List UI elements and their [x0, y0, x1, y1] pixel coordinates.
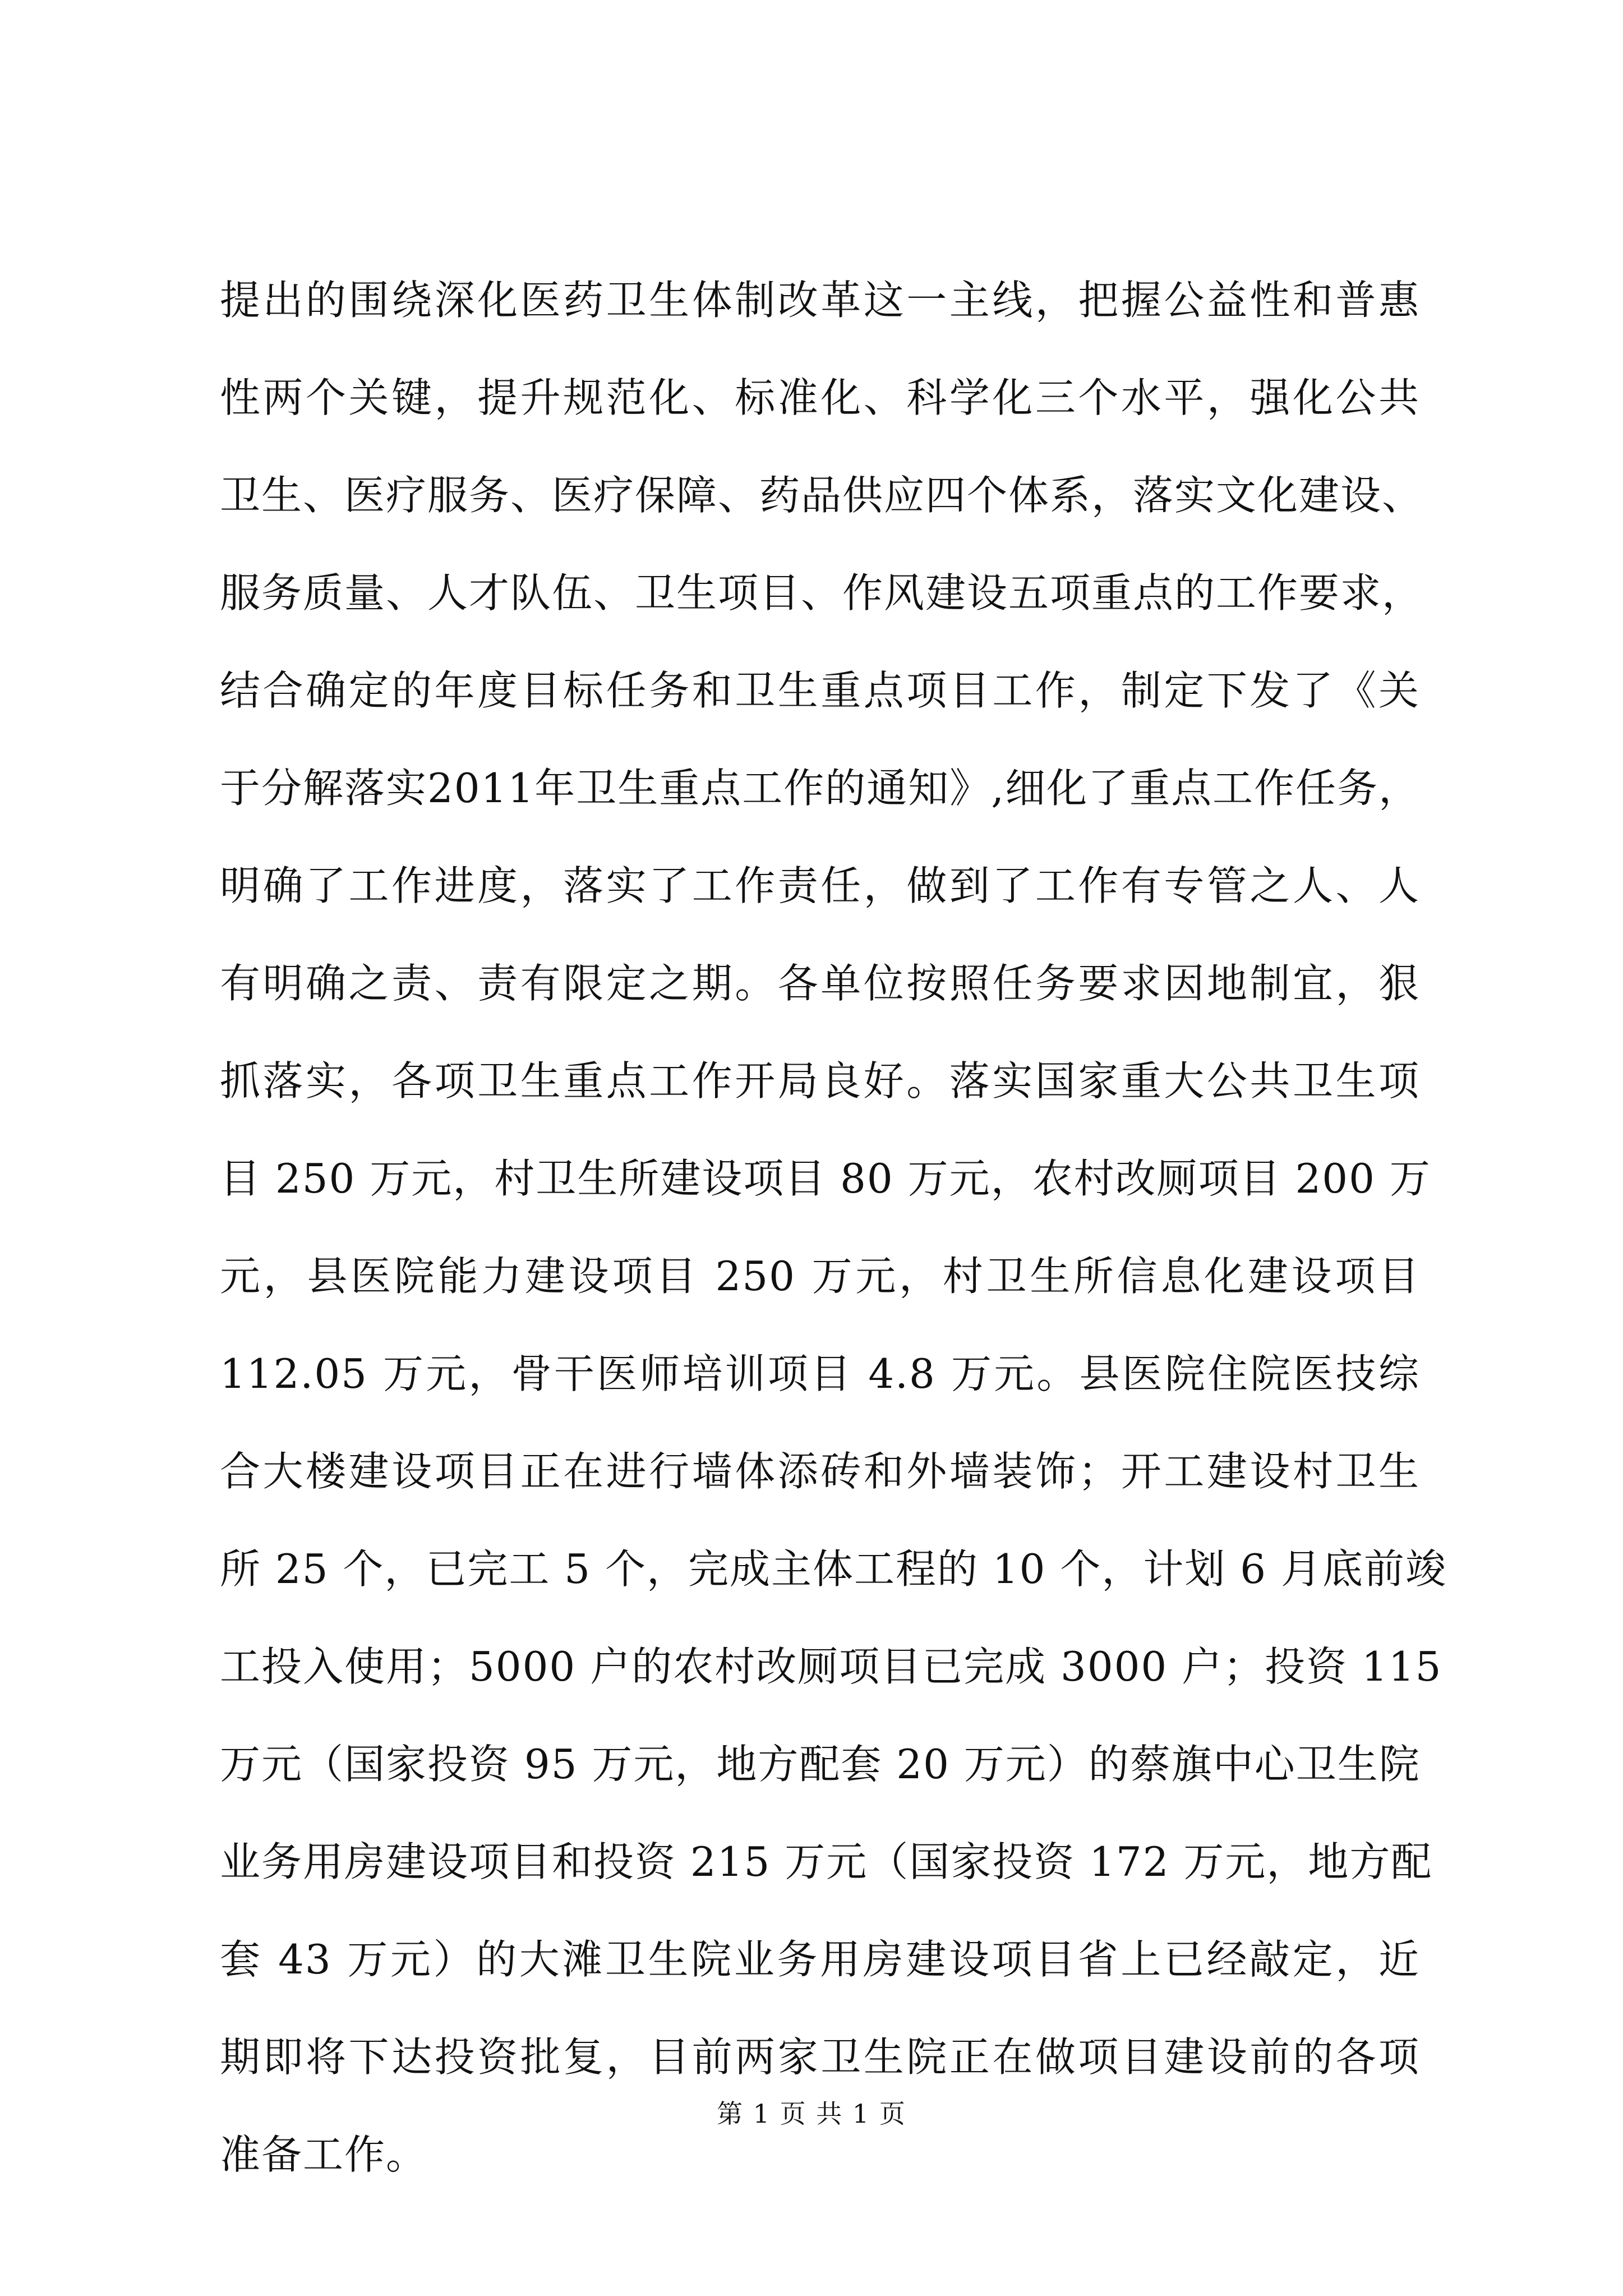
- text-line: 服务质量、人才队伍、卫生项目、作风建设五项重点的工作要求，: [220, 569, 1424, 616]
- text-line: 所 25 个，已完工 5 个，完成主体工程的 10 个，计划 6 月底前竣: [220, 1545, 1447, 1593]
- page-number-label: 第 1 页 共 1 页: [717, 2099, 906, 2129]
- text-line: 目 250 万元，村卫生所建设项目 80 万元，农村改厕项目 200 万: [220, 1155, 1431, 1202]
- text-line: 业务用房建设项目和投资 215 万元（国家投资 172 万元，地方配: [220, 1838, 1433, 1885]
- text-line: 元，县医院能力建设项目 250 万元，村卫生所信息化建设项目: [220, 1253, 1420, 1300]
- text-line: 抓落实，各项卫生重点工作开局良好。落实国家重大公共卫生项: [220, 1057, 1420, 1105]
- text-line: 性两个关键，提升规范化、标准化、科学化三个水平，强化公共: [220, 374, 1420, 421]
- text-line: 112.05 万元，骨干医师培训项目 4.8 万元。县医院住院医技综: [220, 1350, 1420, 1397]
- text-line: 于分解落实2011年卫生重点工作的通知》,细化了重点工作任务，: [220, 765, 1421, 812]
- text-line: 万元（国家投资 95 万元，地方配套 20 万元）的蔡旗中心卫生院: [220, 1741, 1421, 1788]
- text-line: 卫生、医疗服务、医疗保障、药品供应四个体系，落实文化建设、: [220, 472, 1424, 519]
- text-line: 结合确定的年度目标任务和卫生重点项目工作，制定下发了《关: [220, 667, 1420, 714]
- text-line: 工投入使用；5000 户的农村改厕项目已完成 3000 户；投资 115: [220, 1643, 1442, 1690]
- text-line: 明确了工作进度，落实了工作责任，做到了工作有专管之人、人: [220, 862, 1420, 909]
- body-paragraph: [220, 251, 1447, 2203]
- text-line: 提出的围绕深化医药卫生体制改革这一主线，把握公益性和普惠: [220, 277, 1420, 324]
- text-line-last: 准备工作。: [220, 2131, 428, 2178]
- text-line: 有明确之责、责有限定之期。各单位按照任务要求因地制宜，狠: [220, 960, 1420, 1007]
- page-footer: [0, 2097, 1623, 2131]
- text-line: 合大楼建设项目正在进行墙体添砖和外墙装饰；开工建设村卫生: [220, 1448, 1420, 1495]
- text-line: 期即将下达投资批复，目前两家卫生院正在做项目建设前的各项: [220, 2033, 1420, 2081]
- text-line: 套 43 万元）的大滩卫生院业务用房建设项目省上已经敲定，近: [220, 1936, 1420, 1983]
